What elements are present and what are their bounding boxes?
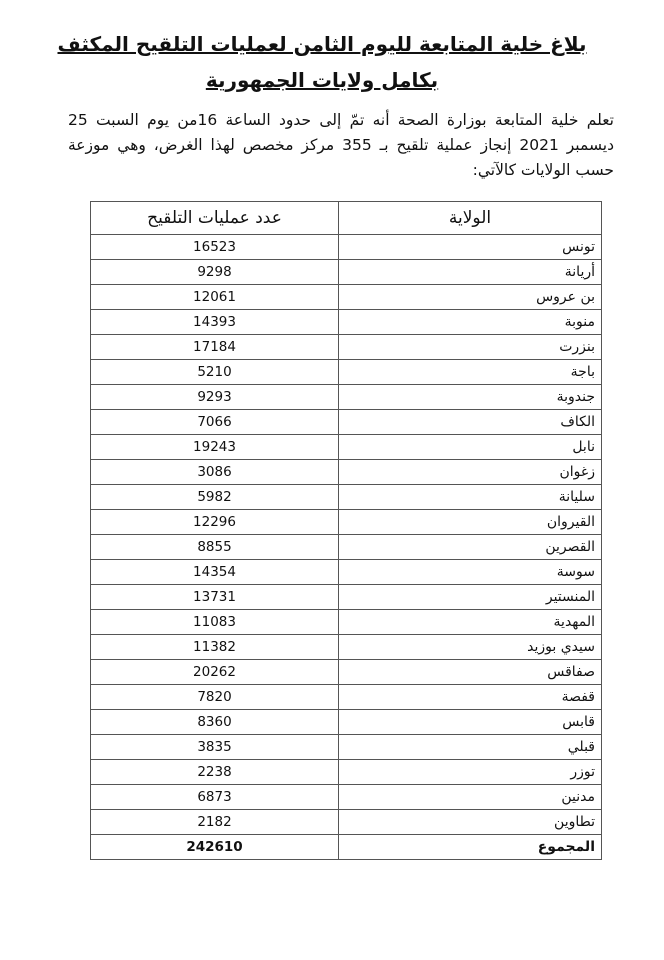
count-cell: 8360	[91, 710, 339, 735]
governorate-cell: قابس	[339, 710, 602, 735]
header-count: عدد عمليات التلقيح	[91, 202, 339, 235]
count-cell: 17184	[91, 335, 339, 360]
table-row	[91, 285, 602, 310]
governorate-cell: تونس	[339, 235, 602, 260]
table-row	[91, 260, 602, 285]
count-cell: 7820	[91, 685, 339, 710]
table-row	[91, 510, 602, 535]
count-cell: 19243	[91, 435, 339, 460]
table-row	[91, 485, 602, 510]
count-cell: 16523	[91, 235, 339, 260]
governorate-cell: المهدية	[339, 610, 602, 635]
governorate-cell: نابل	[339, 435, 602, 460]
count-cell: 2182	[91, 810, 339, 835]
table-row	[91, 785, 602, 810]
document-title: بلاغ خلية المتابعة لليوم الثامن لعمليات التلقيح المكثف بكامل ولايات الجمهورية	[57, 32, 587, 92]
count-cell: 6873	[91, 785, 339, 810]
table-row	[91, 460, 602, 485]
table-row	[91, 335, 602, 360]
total-row	[91, 835, 602, 860]
table-body	[91, 235, 602, 860]
total-count: 242610	[91, 835, 339, 860]
count-cell: 7066	[91, 410, 339, 435]
count-cell: 9298	[91, 260, 339, 285]
count-cell: 12296	[91, 510, 339, 535]
table-row	[91, 660, 602, 685]
table-row	[91, 585, 602, 610]
governorate-cell: زغوان	[339, 460, 602, 485]
count-cell: 5210	[91, 360, 339, 385]
table-row	[91, 710, 602, 735]
table-row	[91, 410, 602, 435]
table-row	[91, 235, 602, 260]
count-cell: 11083	[91, 610, 339, 635]
governorate-cell: قفصة	[339, 685, 602, 710]
count-cell: 3835	[91, 735, 339, 760]
count-cell: 8855	[91, 535, 339, 560]
table-row	[91, 760, 602, 785]
governorate-cell: صفاقس	[339, 660, 602, 685]
governorate-cell: مدنين	[339, 785, 602, 810]
governorate-cell: أريانة	[339, 260, 602, 285]
governorate-cell: باجة	[339, 360, 602, 385]
table-row	[91, 610, 602, 635]
header-governorate: الولاية	[339, 202, 602, 235]
governorate-cell: بن عروس	[339, 285, 602, 310]
count-cell: 2238	[91, 760, 339, 785]
table-row	[91, 735, 602, 760]
governorate-cell: بنزرت	[339, 335, 602, 360]
table-header-row	[91, 202, 602, 235]
governorate-cell: الكاف	[339, 410, 602, 435]
table-row	[91, 385, 602, 410]
total-label: المجموع	[339, 835, 602, 860]
governorate-cell: سليانة	[339, 485, 602, 510]
governorate-cell: سوسة	[339, 560, 602, 585]
table-row	[91, 535, 602, 560]
count-cell: 14393	[91, 310, 339, 335]
vaccination-table	[90, 201, 602, 860]
governorate-cell: جندوبة	[339, 385, 602, 410]
governorate-cell: سيدي بوزيد	[339, 635, 602, 660]
table-row	[91, 310, 602, 335]
governorate-cell: قبلي	[339, 735, 602, 760]
governorate-cell: المنستير	[339, 585, 602, 610]
count-cell: 13731	[91, 585, 339, 610]
count-cell: 3086	[91, 460, 339, 485]
governorate-cell: تطاوين	[339, 810, 602, 835]
intro-paragraph: تعلم خلية المتابعة بوزارة الصحة أنه تمّ إلى حدود الساعة 16من يوم السبت 25 ديسمبر 2021 إنجاز عملية تلقيح بـ 355 مركز مخصص لهذا الغرض، وهي موزعة حسب الولايات كالآتي:	[68, 111, 614, 179]
table-row	[91, 685, 602, 710]
governorate-cell: القيروان	[339, 510, 602, 535]
table-row	[91, 360, 602, 385]
count-cell: 9293	[91, 385, 339, 410]
table-row	[91, 435, 602, 460]
table-row	[91, 810, 602, 835]
count-cell: 12061	[91, 285, 339, 310]
governorate-cell: القصرين	[339, 535, 602, 560]
table-row	[91, 560, 602, 585]
count-cell: 14354	[91, 560, 339, 585]
count-cell: 11382	[91, 635, 339, 660]
count-cell: 20262	[91, 660, 339, 685]
governorate-cell: توزر	[339, 760, 602, 785]
governorate-cell: منوبة	[339, 310, 602, 335]
count-cell: 5982	[91, 485, 339, 510]
table-row	[91, 635, 602, 660]
